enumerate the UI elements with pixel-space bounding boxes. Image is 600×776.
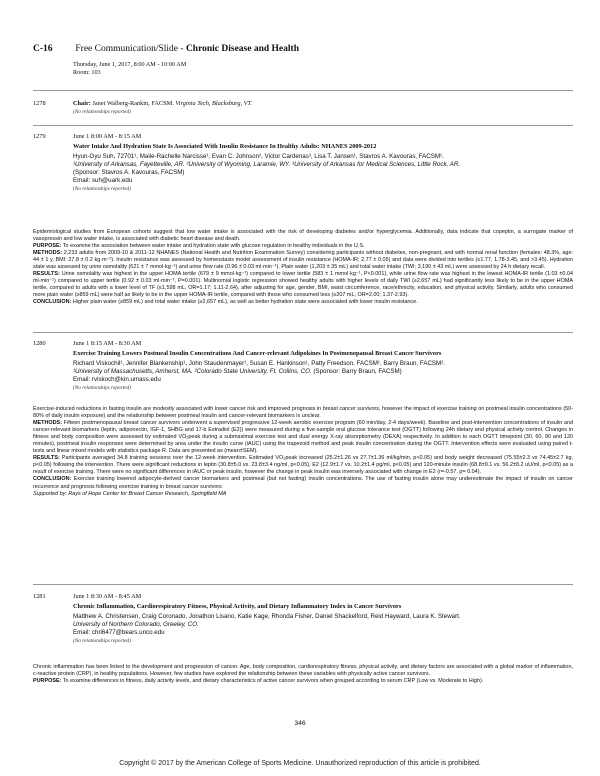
abstract-title: Water Intake And Hydration State Is Associated With Insulin Resistance In Healthy Adults: NHANES 2009-2012 bbox=[73, 143, 377, 151]
abstract-section bbox=[33, 299, 573, 306]
chair-affiliation: Virginia Tech, Blacksburg, VT. bbox=[175, 100, 253, 107]
section-label: RESULTS: bbox=[33, 455, 60, 462]
abstract-body bbox=[33, 664, 573, 685]
abstract-heading bbox=[73, 133, 573, 193]
abstract-section bbox=[33, 420, 573, 455]
abstract-section bbox=[33, 271, 573, 299]
abstract-body bbox=[33, 406, 573, 498]
abstract-relationships: (No relationships reported) bbox=[73, 637, 131, 644]
session-code: C-16 bbox=[33, 44, 53, 54]
divider bbox=[33, 125, 573, 126]
section-text: Urine osmolality was highest in the upper HOMA tertile (679 ± 9 mmol·kg⁻¹) compared to lower tertile (583 ± 1 mmol·kg⁻¹, P<0.001), while urine flow rate was highest in the lowest HOMA-IR tertile (1.03 ±0.04 ml·min⁻¹) compared to upper tertile (0.92 ± 0.03 ml·min⁻¹, P=0.001). Multinomial logistic regression showed healthy adults with higher levels of daily TWI (≥2,657 mL) had significantly less likely to be in the upper HOMA tertile, compared to adults with a lower level of TF (≤1,598 mL, OR=1.17; 1.11-2.64), after adjusting for age, gender, BMI, waist circumference, race/ethnicity, education, and physical activity. Similarly, adults who consumed more plain water (≥859 mL) were half as likely to be in the upper HOMA-IR tertile, compared with those who consumed less (≤207 mL, OR=2.00; 1.37-2.93). bbox=[33, 271, 573, 299]
abstract-email: Email: chri6477@bears.unco.edu bbox=[73, 629, 165, 636]
abstract-sponsor: (Sponsor: Stavros A. Kavouras, FACSM) bbox=[73, 169, 185, 176]
abstract-relationships: (No relationships reported) bbox=[73, 185, 131, 192]
abstract-number: 1279 bbox=[33, 133, 46, 140]
abstract-time: June 1 8:15 AM - 8:30 AM bbox=[73, 340, 142, 347]
section-label: METHODS: bbox=[33, 420, 62, 427]
section-label: CONCLUSION: bbox=[33, 299, 72, 306]
abstract-sponsor: (Sponsor: Barry Braun, FACSM) bbox=[313, 368, 402, 376]
chair-label: Chair: bbox=[73, 100, 91, 107]
divider bbox=[33, 90, 573, 91]
chair-block bbox=[73, 100, 573, 116]
abstract-email: Email: suh@uark.edu bbox=[73, 176, 133, 184]
session-header bbox=[33, 44, 299, 54]
abstract-affiliations: ¹University of Arkansas, Fayetteville, AR. ²University of Wyoming, Laramie, WY. ³University of Arkansas for Medical Sciences, Little Rock, AR. bbox=[73, 161, 461, 169]
abstract-number: 1280 bbox=[33, 340, 46, 347]
section-text: Higher plain water (≥859 mL) and total water intake (≥2,657 mL), as well as better hydration state were associated with lower insulin resistance. bbox=[71, 299, 418, 306]
abstract-time: June 1 8:00 AM - 8:15 AM bbox=[73, 133, 142, 140]
abstract-section bbox=[33, 678, 573, 685]
copyright-notice: Copyright © 2017 by the American College of Sports Medicine. Unauthorized reproduction of this article is prohibited. bbox=[119, 760, 481, 767]
section-text: Participants averaged 34.8 training sessions over the 12-week intervention. Estimated VO₂peak increased (25.2±1.26 vs 27.7±1.36 ml/kg/min, p<0.05) and body weight decreased (75.55±2.3 vs 74.45±2.7 kg, p<0.05) following the intervention. There were significant reductions in leptin (30.8±5.0 vs. 23.8±3.4 ng/ml, p<0.05), E2 (12.9±1.7 vs. 10.2±1.4 pg/ml, p<0.05) and 120-minute insulin (68.8±9.1 vs. 56.2±8.2 uU/ml, p<0.05) as a result of exercise training. There were no significant differences in iAUC or peak insulin, however the change in peak insulin was inversely associated with change in E2 (r=-0.57, p= 0.04). bbox=[33, 455, 573, 476]
abstract-number: 1281 bbox=[33, 593, 46, 600]
abstract-title: Exercise Training Lowers Postmeal Insulin Concentrations And Cancer-relevant Adipokines In Postmenopausal Breast Cancer Survivors bbox=[73, 350, 442, 358]
abstract-body bbox=[33, 229, 573, 307]
abstract-section bbox=[33, 455, 573, 476]
section-label: METHODS: bbox=[33, 250, 62, 257]
session-type: Free Communication/Slide - bbox=[75, 44, 184, 54]
abstract-intro: Epidemiological studies from European cohorts suggest that low water intake is associated with the risk of developing diabetes and/or hyperglycemia. Additionally, data indicate that copeptin, a surrogate marker of vasopressin and low water intake, is associated with diabetic heart disease and death. bbox=[33, 229, 573, 243]
session-datetime: Thursday, June 1, 2017, 8:00 AM - 10:00 AM bbox=[73, 61, 187, 68]
abstract-heading bbox=[73, 340, 573, 392]
section-text: 2,233 adults from 2009-10 & 2011-12 NHANES (National Health and Nutrition Examination Survey) considering participants without diabetes, non-pregnant, and with normal renal function (females: 48.3%, age: 44 ± 1 y, BMI: 27.8 ± 0.2 kg·m⁻²). Insulin resistance was assessed by homeostasis model assessment of insulin resistance (HOMA-IR; 2.77 ± 0.05) and data were divided into tertiles (≤1.77, 1.78-3.45, and >3.45). Hydration state was assessed by urine osmolality (621 ± 7 mmol·kg⁻¹) and urine flow rate (0.96 ± 0.03 ml·min⁻¹). Plain water (1,203 ± 35 mL) and total water intake (TWI; 3,190 ± 43 mL) were assessed by 24 h dietary recall. bbox=[33, 250, 573, 271]
section-label: PURPOSE: bbox=[33, 243, 62, 250]
divider bbox=[33, 584, 573, 585]
abstract-authors: Hyun-Gyu Suh, 72701¹, Maile-Rachelle Narcisse¹, Evan C. Johnson², Victor Cardenas³, Lisa T. Jansen¹, Stavros A. Kavouras, FACSM¹. bbox=[73, 153, 444, 161]
chair-name: Janet Walberg-Rankin, FACSM. bbox=[92, 100, 174, 107]
abstract-authors: Matthew A. Christensen, Craig Coronado, Jonathon Lisano, Katie Kage, Rhonda Fisher, Daniel Shackelford, Reid Hayward, Laura K. Stewart. bbox=[73, 613, 461, 621]
abstract-heading bbox=[73, 593, 573, 645]
section-label: RESULTS: bbox=[33, 271, 60, 278]
abstract-section bbox=[33, 476, 573, 490]
abstract-section bbox=[33, 250, 573, 271]
section-label: PURPOSE: bbox=[33, 678, 62, 685]
abstract-authors: Richard Viskochil¹, Jennifer Blankenship¹, John Staudenmayer¹, Susan E. Hankinson¹, Patty Freedson, FACSM¹, Barry Braun, FACSM². bbox=[73, 360, 445, 368]
abstract-section bbox=[33, 243, 573, 250]
divider bbox=[33, 332, 573, 333]
session-room: Room: 103 bbox=[73, 69, 101, 76]
section-text: To examine the association between water intake and hydration state with glucose regulation in healthy individuals in the U.S. bbox=[61, 243, 365, 250]
abstract-time: June 1 8:30 AM - 8:45 AM bbox=[73, 593, 142, 600]
abstract-intro: Exercise-induced reductions in fasting insulin are modestly associated with lower cancer risk and improved prognosis in breast cancer survivors, however the impact of exercise training on postmeal insulin concentrations (50-80% of daily insulin exposure) and the relationship between postmeal insulin and cancer-relevant biomarkers is unclear. bbox=[33, 406, 573, 420]
section-text: To examine differences in fitness, daily activity levels, and dietary characteristics of active cancer survivors when grouped according to serum CRP (Low vs. Moderate to High). bbox=[61, 678, 484, 685]
abstract-affiliations: University of Northern Colorado, Greeley, CO. bbox=[73, 621, 199, 629]
abstract-title: Chronic Inflammation, Cardiorespiratory Fitness, Physical Activity, and Dietary Inflammatory Index in Cancer Survivors bbox=[73, 603, 402, 611]
abstract-intro: Chronic inflammation has been linked to the development and progression of cancer. Age, body composition, cardiorespiratory fitness, physical activity, and dietary factors are associated with a global marker of inflammation, c-reactive protein (CRP), in healthy populations. However, few studies have explored the relationship between these variables with physically active cancer survivors. bbox=[33, 664, 573, 678]
abstract-email: Email: rviskoch@kin.umass.edu bbox=[73, 376, 161, 383]
chair-relationships: (No relationships reported) bbox=[73, 109, 131, 116]
section-text: Fifteen postmenopausal breast cancer survivors underwent a supervised progressive 12-week aerobic exercise program (60 min/day, 2-4 days/week). Baseline and post-intervention concentrations of insulin and cancer-relevant biomarkers (leptin, adiponectin, IGF-1, SHBG and 17-b Estradiol (E2)) were measured during a five-sample oral glucose tolerance test (OGTT) following 24h dietary and physical activity control. Changes in fitness and body composition were assessed by estimated VO₂peak during a submaximal exercise test and dual energy X-ray absorptiometry (DEXA) respectively. In addition to each OGTT timepoint (30, 60, 90 and 120 minutes), postmeal insulin responses were determined by area under the insulin curve (iAUC) using the trapezoid method and peak insulin concentration during the OGTT. Intervention effects were evaluated using paired t-tests and linear mixed models with statistics package R. Data are presented as (mean±SEM). bbox=[33, 420, 573, 455]
abstract-relationships: (No relationships reported) bbox=[73, 384, 131, 391]
abstract-affiliations: ¹University of Massachusetts, Amherst, MA. ²Colorado State University, Ft. Collins, CO. bbox=[73, 368, 312, 376]
abstract-support: Supported by: Rays of Hope Center for Breast Cancer Research, Springfield MA bbox=[33, 490, 227, 497]
page-number: 346 bbox=[294, 720, 306, 727]
section-label: CONCLUSION: bbox=[33, 476, 72, 483]
session-title: Chronic Disease and Health bbox=[185, 44, 299, 54]
chair-number: 1278 bbox=[33, 100, 46, 107]
section-text: Exercise training lowered adipocyte-derived cancer biomarkers and postmeal (but not fasting) insulin concentrations. The use of fasting insulin alone may underestimate the impact of insulin on cancer recurrence and prognosis following exercise training in breast cancer survivors bbox=[33, 476, 573, 490]
